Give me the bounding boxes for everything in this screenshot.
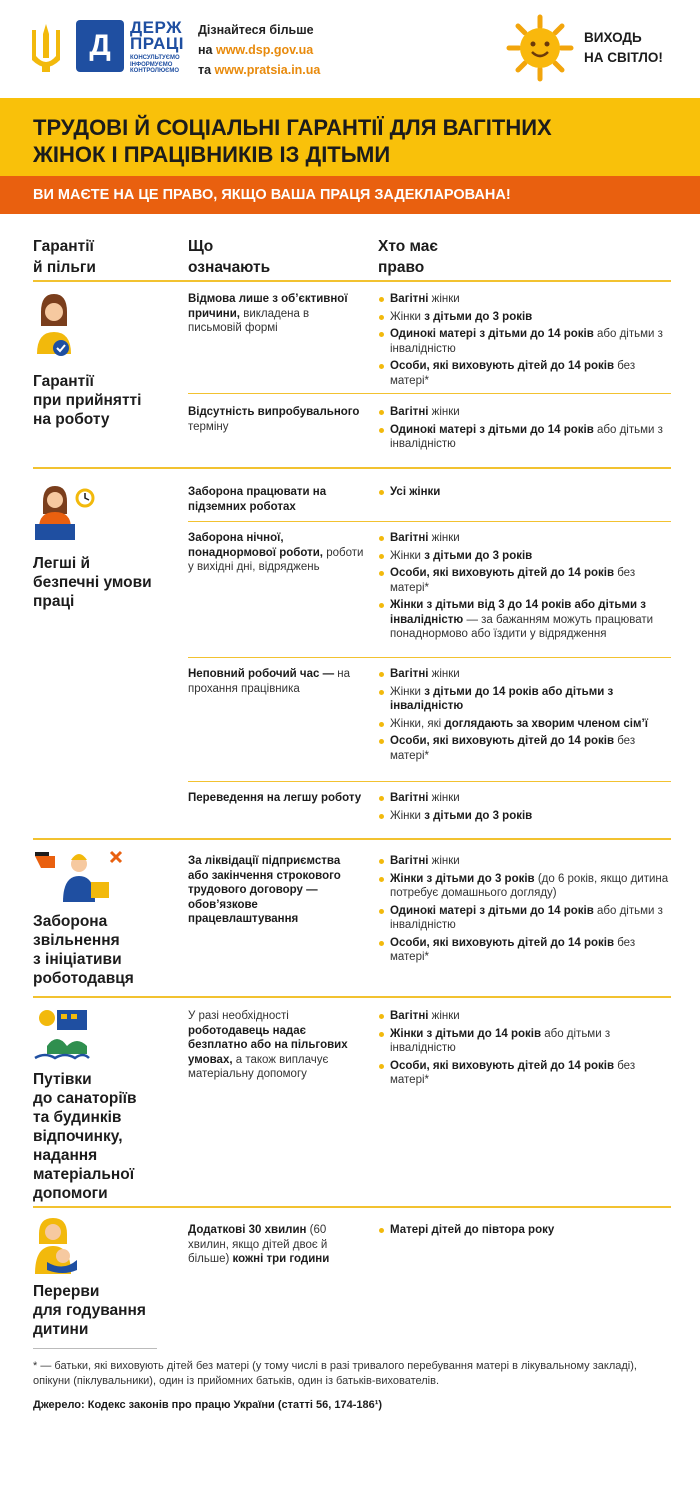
footnote-rule — [33, 1348, 157, 1349]
list-item-text: Одинокі матері з дітьми до 14 років — [390, 904, 594, 917]
list-item-text: Вагітні — [390, 855, 429, 867]
promo-text — [198, 20, 320, 80]
list-item-text: без матері* — [390, 567, 636, 594]
campaign-slogan — [584, 28, 663, 68]
mother-baby-icon — [33, 1216, 81, 1276]
divider — [33, 280, 671, 282]
meaning-cell — [188, 292, 366, 336]
sanatorium-icon — [33, 1006, 91, 1062]
meaning-bold: Заборона нічної, понаднормової роботи, — [188, 532, 323, 559]
list-item-text: з дітьми до 3 років — [424, 310, 533, 323]
list-item — [378, 717, 673, 732]
promo-prefix: на — [198, 43, 216, 57]
list-item — [378, 1027, 673, 1056]
list-item-text: без матері* — [390, 936, 636, 963]
list-item — [378, 791, 673, 806]
divider — [33, 996, 671, 998]
section-title-line: звільнення — [33, 932, 120, 949]
title-line2: ЖІНОК І ПРАЦІВНИКІВ ІЗ ДІТЬМИ — [33, 142, 391, 167]
section-title-line: відпочинку, — [33, 1128, 123, 1145]
list-item-text: без матері* — [390, 735, 636, 762]
list-item-text: або дітьми з інвалідністю — [390, 423, 663, 450]
divider — [33, 838, 671, 840]
meaning-text: а також виплачує матеріальну допомогу — [188, 1053, 329, 1080]
list-item — [378, 809, 673, 824]
list-item-text: Усі жінки — [390, 486, 441, 498]
list-item-text: або дітьми з інвалідністю — [390, 328, 663, 355]
col-header-line: означають — [188, 259, 271, 276]
list-item — [378, 423, 673, 452]
list-item-text: жінки — [428, 1010, 460, 1022]
eligible-list — [378, 1223, 673, 1241]
list-item-text: жінки — [428, 668, 460, 680]
list-item-text: без матері* — [390, 360, 636, 387]
list-item-text: Жінки з дітьми до 14 років — [390, 1027, 542, 1040]
source-note: Джерело: Кодекс законів про працю України (статті 56, 174-186¹) — [33, 1399, 383, 1411]
woman-check-icon — [33, 292, 75, 360]
dsp-link[interactable]: www.dsp.gov.ua — [215, 43, 314, 57]
divider — [33, 1206, 671, 1208]
meaning-bold: Додаткові 30 хвилин — [188, 1224, 307, 1236]
col-header-line: Хто має — [378, 238, 438, 255]
col-header-line: й пільги — [33, 259, 96, 276]
eligible-list — [378, 854, 673, 968]
list-item — [378, 854, 673, 869]
section-title-line: Гарантії — [33, 373, 94, 390]
row-divider — [188, 657, 671, 658]
list-item-text: Особи, які виховують дітей до 14 років — [390, 735, 615, 747]
meaning-bold: Заборона працювати на підземних роботах — [188, 486, 327, 513]
list-item — [378, 1009, 673, 1024]
eligible-list — [378, 667, 673, 766]
list-item-text: Особи, які виховують дітей до 14 років — [390, 567, 615, 579]
list-item-text: Вагітні — [390, 293, 429, 305]
meaning-cell — [188, 485, 366, 514]
eligible-list — [378, 405, 673, 455]
declared-work-banner — [0, 176, 700, 214]
list-item-text: Жінки, які — [390, 717, 445, 730]
eligible-list — [378, 791, 673, 826]
list-item — [378, 485, 673, 500]
section-title-line: матеріальної — [33, 1166, 135, 1183]
section-title-line: праці — [33, 593, 75, 610]
col-header-line: право — [378, 259, 425, 276]
section-title-feeding — [33, 1282, 146, 1339]
meaning-cell — [188, 854, 353, 927]
section-title-line: допомоги — [33, 1185, 108, 1202]
section-title-conditions — [33, 554, 152, 611]
logo-name — [130, 20, 184, 52]
col-header-meaning — [188, 236, 270, 278]
section-title-vouchers — [33, 1070, 137, 1203]
woman-laptop-clock-icon — [33, 484, 95, 542]
list-item-text: — за бажанням можуть працювати понаднормово або їздити у відрядження — [390, 613, 654, 640]
col-header-line: Що — [188, 238, 214, 255]
list-item-text: Особи, які виховують дітей до 14 років — [390, 936, 615, 949]
list-item-text: Жінки — [390, 809, 425, 822]
divider — [33, 467, 671, 469]
meaning-text: терміну — [188, 420, 229, 433]
section-title-line: та будинків — [33, 1109, 122, 1126]
section-title-line: при прийнятті — [33, 392, 142, 409]
meaning-bold: Відмова лише з об’єктивної причини, — [188, 293, 348, 320]
meaning-bold: Неповний робочий час — — [188, 668, 335, 680]
meaning-bold: роботодавець надає безплатно або на пільгових умовах, — [188, 1024, 348, 1066]
list-item-text: Вагітні — [390, 1010, 429, 1022]
meaning-bold: Відсутність випробувального — [188, 406, 360, 418]
col-header-eligible — [378, 236, 438, 278]
list-item — [378, 734, 673, 763]
list-item — [378, 531, 673, 546]
list-item-text: з дітьми до 3 років — [424, 809, 533, 822]
promo-line1: Дізнайтеся більше — [198, 23, 314, 37]
list-item — [378, 310, 673, 325]
list-item — [378, 405, 673, 420]
col-header-line: Гарантії — [33, 238, 94, 255]
eligible-list — [378, 292, 673, 391]
list-item-text: Жінки — [390, 549, 425, 562]
list-item-text: з дітьми до 14 років або дітьми з інвалідністю — [390, 685, 614, 712]
list-item — [378, 667, 673, 682]
meaning-cell — [188, 667, 366, 696]
section-title-line: Заборона — [33, 913, 108, 930]
list-item — [378, 566, 673, 595]
list-item-text: жінки — [428, 792, 460, 804]
trident-emblem-icon — [28, 22, 64, 74]
section-title-line: для годування — [33, 1302, 146, 1319]
meaning-text: роботи у вихідні дні, відряджень — [188, 546, 364, 573]
meaning-cell — [188, 1223, 348, 1267]
campaign-line2: НА СВІТЛО! — [584, 50, 663, 65]
sun-mascot-icon — [506, 14, 574, 82]
meaning-cell — [188, 405, 366, 434]
row-divider — [188, 781, 671, 782]
list-item — [378, 598, 673, 642]
eligible-list — [378, 485, 673, 503]
list-item-text: Жінки з дітьми до 3 років — [390, 872, 535, 885]
meaning-bold: За ліквідації підприємства або закінчення строкового трудового договору — обов’язкове працевлаштування — [188, 855, 341, 925]
meaning-cell — [188, 791, 366, 806]
section-title-line: Перерви — [33, 1283, 100, 1300]
section-title-line: дитини — [33, 1321, 89, 1338]
list-item-text: Жінки — [390, 310, 425, 323]
list-item — [378, 904, 673, 933]
logo-mark: Д — [76, 20, 124, 72]
meaning-text: викладена в письмовій формі — [188, 307, 310, 334]
list-item — [378, 685, 673, 714]
meaning-text: на прохання працівника — [188, 668, 351, 695]
section-title-line: надання — [33, 1147, 98, 1164]
col-header-guarantees — [33, 236, 96, 278]
list-item-text: Жінки з дітьми від 3 до 14 років або дітьми з інвалідністю — [390, 599, 646, 626]
header — [0, 0, 700, 98]
list-item — [378, 936, 673, 965]
list-item-text: (до 6 років, якщо дитина потребує домашнього догляду) — [390, 872, 669, 899]
eligible-list — [378, 1009, 673, 1091]
list-item — [378, 327, 673, 356]
list-item-text: Вагітні — [390, 406, 429, 418]
list-item — [378, 872, 673, 901]
promo-prefix: та — [198, 63, 215, 77]
list-item-text: Жінки — [390, 685, 425, 698]
meaning-bold: Переведення на легшу роботу — [188, 792, 362, 804]
list-item-text: жінки — [428, 532, 460, 544]
list-item-text: Особи, які виховують дітей до 14 років — [390, 1059, 615, 1072]
banner-text: ВИ МАЄТЕ НА ЦЕ ПРАВО, ЯКЩО ВАША ПРАЦЯ ЗАДЕКЛАРОВАНА! — [33, 187, 511, 203]
list-item-text: Вагітні — [390, 668, 429, 680]
list-item-text: Матері дітей до півтора року — [390, 1224, 555, 1236]
section-title-hiring — [33, 372, 141, 429]
list-item — [378, 292, 673, 307]
title-line1: ТРУДОВІ Й СОЦІАЛЬНІ ГАРАНТІЇ ДЛЯ ВАГІТНИХ — [33, 115, 552, 140]
list-item-text: або дітьми з інвалідністю — [390, 1027, 611, 1054]
meaning-text: У разі необхідності — [188, 1010, 289, 1022]
meaning-bold: кожні три години — [232, 1253, 330, 1265]
section-title-line: Путівки — [33, 1071, 92, 1088]
list-item-text: Одинокі матері з дітьми до 14 років — [390, 328, 594, 340]
list-item-text: або дітьми з інвалідністю — [390, 904, 663, 931]
section-title-line: до санаторіїв — [33, 1090, 137, 1107]
campaign-line1: ВИХОДЬ — [584, 30, 642, 45]
row-divider — [188, 521, 671, 522]
section-title-line: роботодавця — [33, 970, 134, 987]
list-item-text: Одинокі матері з дітьми до 14 років — [390, 423, 594, 436]
meaning-text: (60 хвилин, якщо дітей двоє й більше) — [188, 1224, 328, 1265]
list-item-text: Вагітні — [390, 792, 429, 804]
section-title-dismissal — [33, 912, 134, 988]
page-title — [33, 114, 683, 168]
row-divider — [188, 393, 671, 394]
list-item-text: жінки — [428, 855, 460, 867]
list-item — [378, 359, 673, 388]
section-title-line: Легші й — [33, 555, 91, 572]
pratsia-link[interactable]: www.pratsia.in.ua — [214, 63, 321, 77]
footnote: * — батьки, які виховують дітей без матері (у тому числі в разі тривалого перебування матері в лікувальному закладі), опікуни (піклувальники), один із прийомних батьків, один із батьків-вихователів. — [33, 1360, 637, 1387]
meaning-cell — [188, 531, 366, 575]
section-title-line: з ініціативи — [33, 951, 122, 968]
section-title-line: безпечні умови — [33, 574, 152, 591]
list-item — [378, 1059, 673, 1088]
meaning-cell — [188, 1009, 353, 1082]
logo-subtitle: КОНСУЛЬТУЄМО ІНФОРМУЄМО КОНТРОЛЮЄМО — [130, 55, 180, 74]
pointing-hand-worker-icon — [33, 848, 127, 904]
list-item-text: Особи, які виховують дітей до 14 років — [390, 360, 615, 372]
title-band — [0, 98, 700, 176]
list-item — [378, 1223, 673, 1238]
section-title-line: на роботу — [33, 411, 110, 428]
list-item-text: з дітьми до 3 років — [424, 549, 533, 562]
list-item-text: доглядають за хворим членом сім’ї — [444, 717, 648, 730]
list-item — [378, 549, 673, 564]
list-item-text: жінки — [428, 293, 460, 305]
list-item-text: без матері* — [390, 1059, 636, 1086]
list-item-text: Вагітні — [390, 532, 429, 544]
eligible-list — [378, 531, 673, 645]
logo-line2: ПРАЦІ — [130, 34, 184, 53]
list-item-text: жінки — [428, 406, 460, 418]
logo-line1: ДЕРЖ — [130, 18, 182, 37]
